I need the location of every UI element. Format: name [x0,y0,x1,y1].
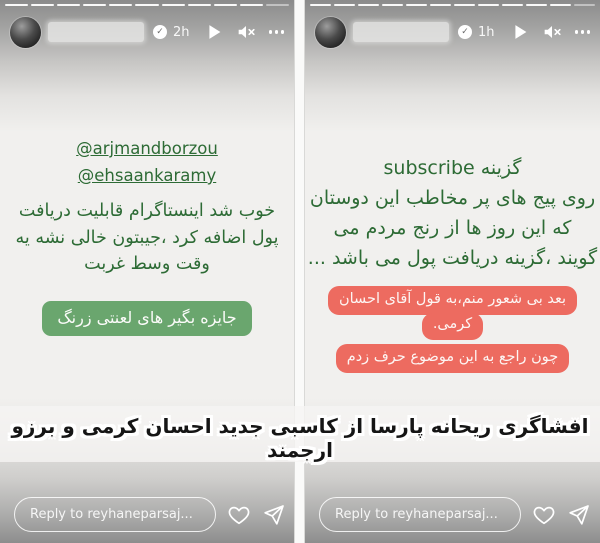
story-progress-segment [574,4,595,6]
story-progress-segment [478,4,499,6]
mute-icon[interactable] [235,21,257,43]
story-progress-segment [214,4,237,6]
story-text-line: وقت وسط غربت [84,254,210,274]
reply-input[interactable] [14,497,216,532]
story-progress-segment [240,4,263,6]
like-heart-icon[interactable] [227,503,251,527]
reply-input[interactable] [319,497,521,532]
reply-bar [14,497,285,532]
story-progress-segment [382,4,403,6]
highlight-text-line: بعد بی شعور منم،به قول آقای احسان [328,286,577,315]
story-text-line: روی پیج های پر مخاطب این دوستان [309,187,596,209]
mute-icon[interactable] [541,21,563,43]
story-progress-segment [135,4,158,6]
caption-text: افشاگری ریحانه پارسا از کاسبی جدید احسان کرمی و برزو ارجمند [11,414,589,462]
highlighted-text-block [305,286,600,373]
more-options-icon[interactable] [573,26,593,38]
story-text-line: گویند ،گزینه دریافت پول می باشد ... [307,247,598,269]
story-progress-segment [266,4,289,6]
verified-badge-icon: ✓ [153,25,167,39]
like-heart-icon[interactable] [532,503,556,527]
green-sticker-button[interactable]: جایزه بگیر های لعنتی زرنگ [42,301,251,336]
mention-link[interactable]: @arjmandborzou [76,139,218,158]
story-progress-segment [526,4,547,6]
story-progress-segment [188,4,211,6]
play-icon[interactable] [509,21,531,43]
story-progress-segment [430,4,451,6]
story-timestamp: 2h [173,24,190,40]
story-progress-segment [109,4,132,6]
story-header [315,15,592,49]
story-text-line: پول اضافه کرد ،جیبتون خالی نشه یه [15,227,279,248]
story-header [10,15,286,49]
story-progress-segment [5,4,28,6]
story-progress-segment [31,4,54,6]
story-text-content [0,135,294,336]
play-icon[interactable] [203,21,225,43]
story-progress-segment [162,4,185,6]
story-text-line: که این روز ها از رنج مردم می [333,217,572,239]
username-redacted[interactable] [48,22,144,42]
reply-bar [319,497,591,532]
story-progress-segment [454,4,475,6]
avatar[interactable] [315,17,346,48]
story-progress-segment [334,4,355,6]
username-redacted[interactable] [353,22,449,42]
story-text-line: گزینه subscribe [383,157,522,179]
story-progress-bar [310,4,595,6]
more-options-icon[interactable] [267,26,287,38]
story-progress-segment [57,4,80,6]
verified-badge-icon: ✓ [458,25,472,39]
story-body-text [0,198,294,278]
story-progress-segment [406,4,427,6]
story-text-line: خوب شد اینستاگرام قابلیت دریافت [18,201,276,221]
story-progress-bar [5,4,289,6]
story-progress-segment [502,4,523,6]
story-timestamp: 1h [478,24,495,40]
story-progress-segment [550,4,571,6]
share-icon[interactable] [567,503,591,527]
highlight-text-line: چون راجع به این موضوع حرف زدم [336,344,570,373]
share-icon[interactable] [262,503,286,527]
highlight-text-line: کرمی. [422,313,483,340]
story-progress-segment [310,4,331,6]
story-progress-segment [83,4,106,6]
story-progress-segment [358,4,379,6]
avatar[interactable] [10,17,41,48]
story-text-content [305,153,600,373]
mention-link[interactable]: @ehsaankaramy [77,166,217,185]
